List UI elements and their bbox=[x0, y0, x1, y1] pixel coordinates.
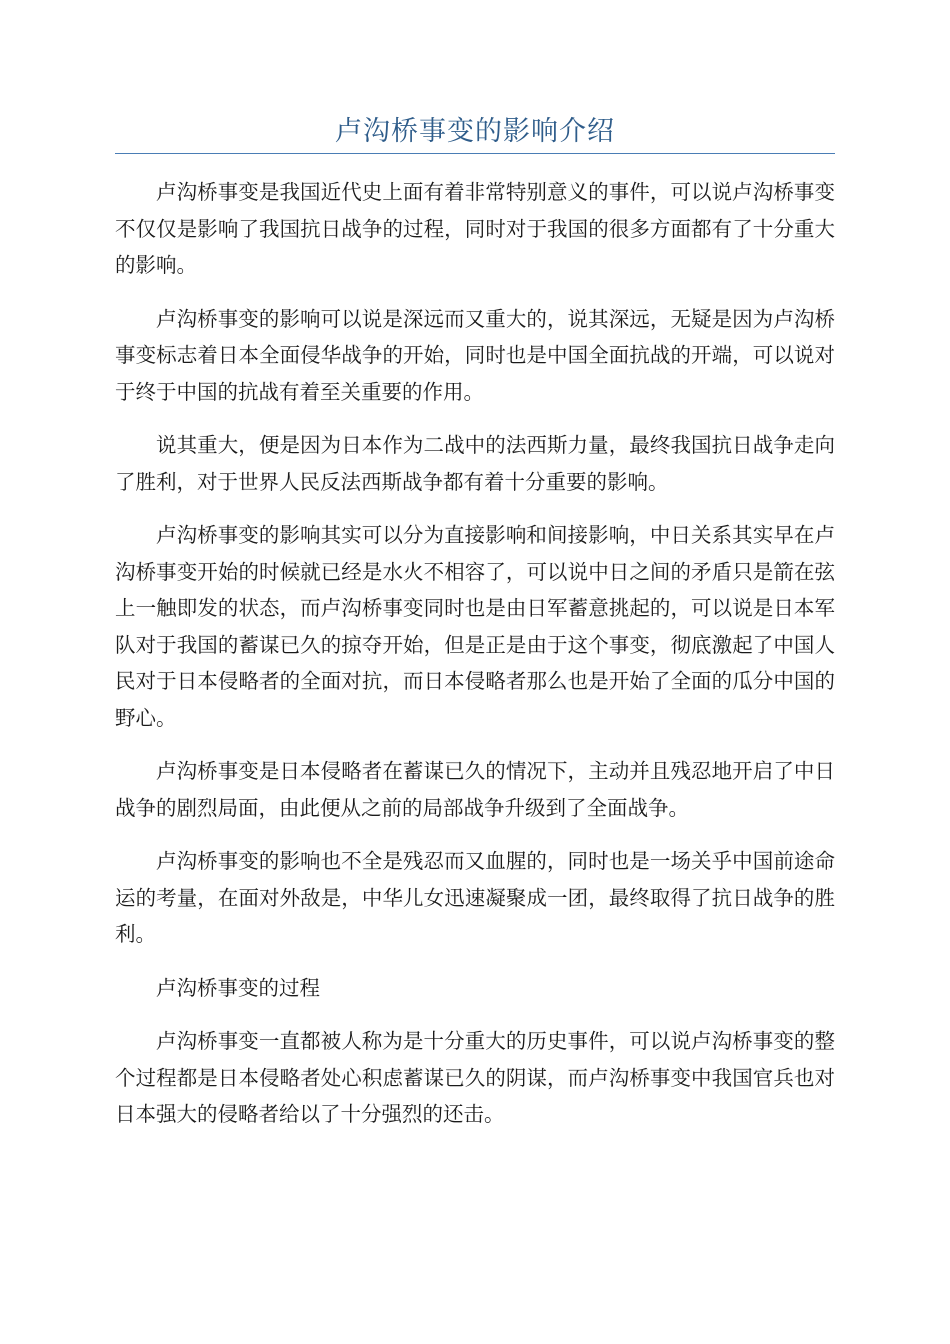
paragraph: 卢沟桥事变的影响其实可以分为直接影响和间接影响，中日关系其实早在卢沟桥事变开始的时候就已经是水火不相容了，可以说中日之间的矛盾只是箭在弦上一触即发的状态，而卢沟桥事变同时也是由日军蓄意挑起的，可以说是日本军队对于我国的蓄谋已久的掠夺开始，但是正是由于这个事变，彻底激起了中国人民对于日本侵略者的全面对抗，而日本侵略者那么也是开始了全面的瓜分中国的野心。 bbox=[115, 523, 835, 730]
paragraph: 卢沟桥事变一直都被人称为是十分重大的历史事件，可以说卢沟桥事变的整个过程都是日本侵略者处心积虑蓄谋已久的阴谋，而卢沟桥事变中我国官兵也对日本强大的侵略者给以了十分强烈的还击。 bbox=[115, 1029, 835, 1126]
paragraph: 说其重大，便是因为日本作为二战中的法西斯力量，最终我国抗日战争走向了胜利，对于世界人民反法西斯战争都有着十分重要的影响。 bbox=[115, 433, 835, 494]
section-heading: 卢沟桥事变的过程 bbox=[156, 975, 320, 1000]
paragraph: 卢沟桥事变的影响也不全是残忍而又血腥的，同时也是一场关乎中国前途命运的考量，在面对外敌是，中华儿女迅速凝聚成一团，最终取得了抗日战争的胜利。 bbox=[115, 849, 835, 946]
title-underline bbox=[115, 153, 835, 154]
paragraph: 卢沟桥事变是我国近代史上面有着非常特别意义的事件，可以说卢沟桥事变不仅仅是影响了我国抗日战争的过程，同时对于我国的很多方面都有了十分重大的影响。 bbox=[115, 180, 835, 277]
paragraph: 卢沟桥事变的影响可以说是深远而又重大的，说其深远，无疑是因为卢沟桥事变标志着日本全面侵华战争的开始，同时也是中国全面抗战的开端，可以说对于终于中国的抗战有着至关重要的作用。 bbox=[115, 306, 835, 404]
document-body bbox=[115, 174, 835, 1150]
document-title: 卢沟桥事变的影响介绍 bbox=[335, 116, 615, 147]
paragraph: 卢沟桥事变是日本侵略者在蓄谋已久的情况下，主动并且残忍地开启了中日战争的剧烈局面，由此便从之前的局部战争升级到了全面战争。 bbox=[115, 759, 835, 820]
